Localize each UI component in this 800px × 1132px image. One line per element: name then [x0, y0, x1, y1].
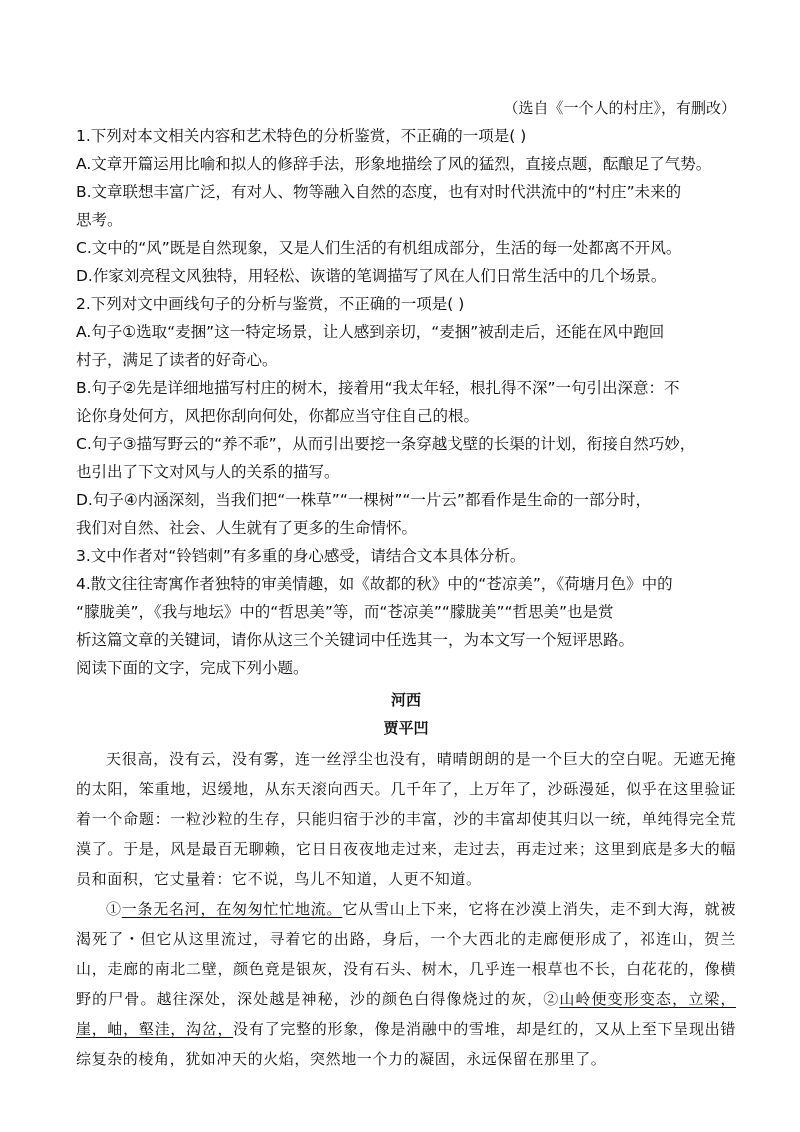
source-note: （选自《一个人的村庄》，有删改） — [503, 99, 736, 117]
question-4-line-1: 4.散文往往寄寓作者独特的审美情趣，如《故都的秋》中的“苍凉美”，《荷塘月色》中的 — [76, 575, 673, 593]
sentence-marker-2: ② — [543, 990, 560, 1008]
essay-body — [76, 744, 736, 1074]
question-4 — [76, 570, 736, 654]
question-2 — [76, 290, 736, 542]
question-2-option-d-line-1: D.句子④内涵深刻，当我们把“一株草”“一棵树”“一片云”都看作是生命的一部分时， — [76, 491, 651, 509]
question-2-option-c-line-1: C.句子③描写野云的“养不乖”，从而引出要挖一条穿越戈壁的长渠的计划，衔接自然巧妙， — [76, 435, 696, 453]
question-4-line-2: “朦胧美”，《我与地坛》中的“哲思美”等，而“苍凉美”“朦胧美”“哲思美”也是赏 — [76, 603, 614, 621]
document-page — [76, 94, 736, 1074]
underlined-sentence-2: 山岭便变形变态，立梁，崖，岫，壑洼，沟岔， — [76, 990, 737, 1038]
sentence-marker-1: ① — [106, 900, 122, 918]
question-2-option-b-line-1: B.句子②先是详细地描写村庄的树木，接着用“我太年轻，根扎得不深”一句引出深意：不 — [76, 379, 680, 397]
paragraph-2-text-1: 它从雪山上下来，它将在沙漠上消失，走不到大海，就被渴死了・但它从这里流过，寻着它的出路，身后，一个大西北的走廊便形成了，祁连山，贺兰山，走廊的南北二壁，颜色竟是银灰，没有石头、树木，几乎连一根草也不长，白花花的，像横野的尸骨。越往深处，深处越是神秘，沙的颜色白得像烧过的灰， — [76, 900, 736, 1008]
question-2-option-d-line-2: 我们对自然、社会、人生就有了更多的生命情怀。 — [76, 519, 418, 537]
question-3: 3.文中作者对“铃铛刺”有多重的身心感受，请结合文本具体分析。 — [76, 547, 526, 565]
question-1-option-b-line-2: 思考。 — [76, 211, 123, 229]
question-1-option-a: A.文章开篇运用比喻和拟人的修辞手法，形象地描绘了风的猛烈，直接点题，酝酿足了气势。 — [76, 155, 712, 173]
question-2-option-c-line-2: 也引出了下文对风与人的关系的描写。 — [76, 463, 340, 481]
question-1 — [76, 122, 736, 290]
question-2-option-b-line-2: 论你身处何方，风把你刮向何处，你都应当守住自己的根。 — [76, 407, 480, 425]
question-2-option-a-line-1: A.句子①选取“麦捆”这一特定场景，让人感到亲切，“麦捆”被刮走后，还能在风中跑回 — [76, 323, 665, 341]
question-1-option-b-line-1: B.文章联想丰富广泛，有对人、物等融入自然的态度，也有对时代洪流中的“村庄”未来的 — [76, 183, 682, 201]
essay-paragraph-2 — [76, 894, 736, 1074]
question-1-option-c: C.文中的“风”既是自然现象，又是人们生活的有机组成部分，生活的每一处都离不开风。 — [76, 239, 682, 257]
question-1-option-d: D.作家刘亮程文风独特，用轻松、诙谐的笔调描写了风在人们日常生活中的几个场景。 — [76, 267, 667, 285]
essay-title: 河西 — [390, 691, 421, 709]
essay-paragraph-1: 天很高，没有云，没有雾，连一丝浮尘也没有，晴晴朗朗的是一个巨大的空白呢。无遮无掩的太阳，笨重地，迟缓地，从东天滚向西天。几千年了，上万年了，沙砾漫延，似乎在这里验证着一个命题：一粒沙粒的生存，只能归宿于沙的丰富，沙的丰富却使其归以一统，单纯得完全荒漠了。于是，风是最百无聊赖，它日日夜夜地走过来，走过去，再走过来；这里到底是多大的幅员和面积，它丈量着：它不说，鸟儿不知道，人更不知道。 — [76, 750, 736, 888]
essay-author: 贾平凹 — [383, 719, 429, 737]
question-2-option-a-line-2: 村子，满足了读者的好奇心。 — [76, 351, 278, 369]
question-4-line-3: 析这篇文章的关键词，请你从这三个关键词中任选其一，为本文写一个短评思路。 — [76, 631, 635, 649]
underlined-sentence-1: 一条无名河，在匆匆忙忙地流。 — [121, 900, 343, 918]
paragraph-2-text-2: 没有了完整的形象，像是消融中的雪堆，却是红的，又从上至下呈现出错综复杂的棱角，犹如冲天的火焰，突然地一个力的凝固，永远保留在那里了。 — [76, 1020, 736, 1068]
question-1-stem: 1.下列对本文相关内容和艺术特色的分析鉴赏，不正确的一项是( ) — [76, 127, 527, 145]
reading-instruction: 阅读下面的文字，完成下列小题。 — [76, 659, 309, 677]
question-2-stem: 2.下列对文中画线句子的分析与鉴赏，不正确的一项是( ) — [76, 295, 465, 313]
